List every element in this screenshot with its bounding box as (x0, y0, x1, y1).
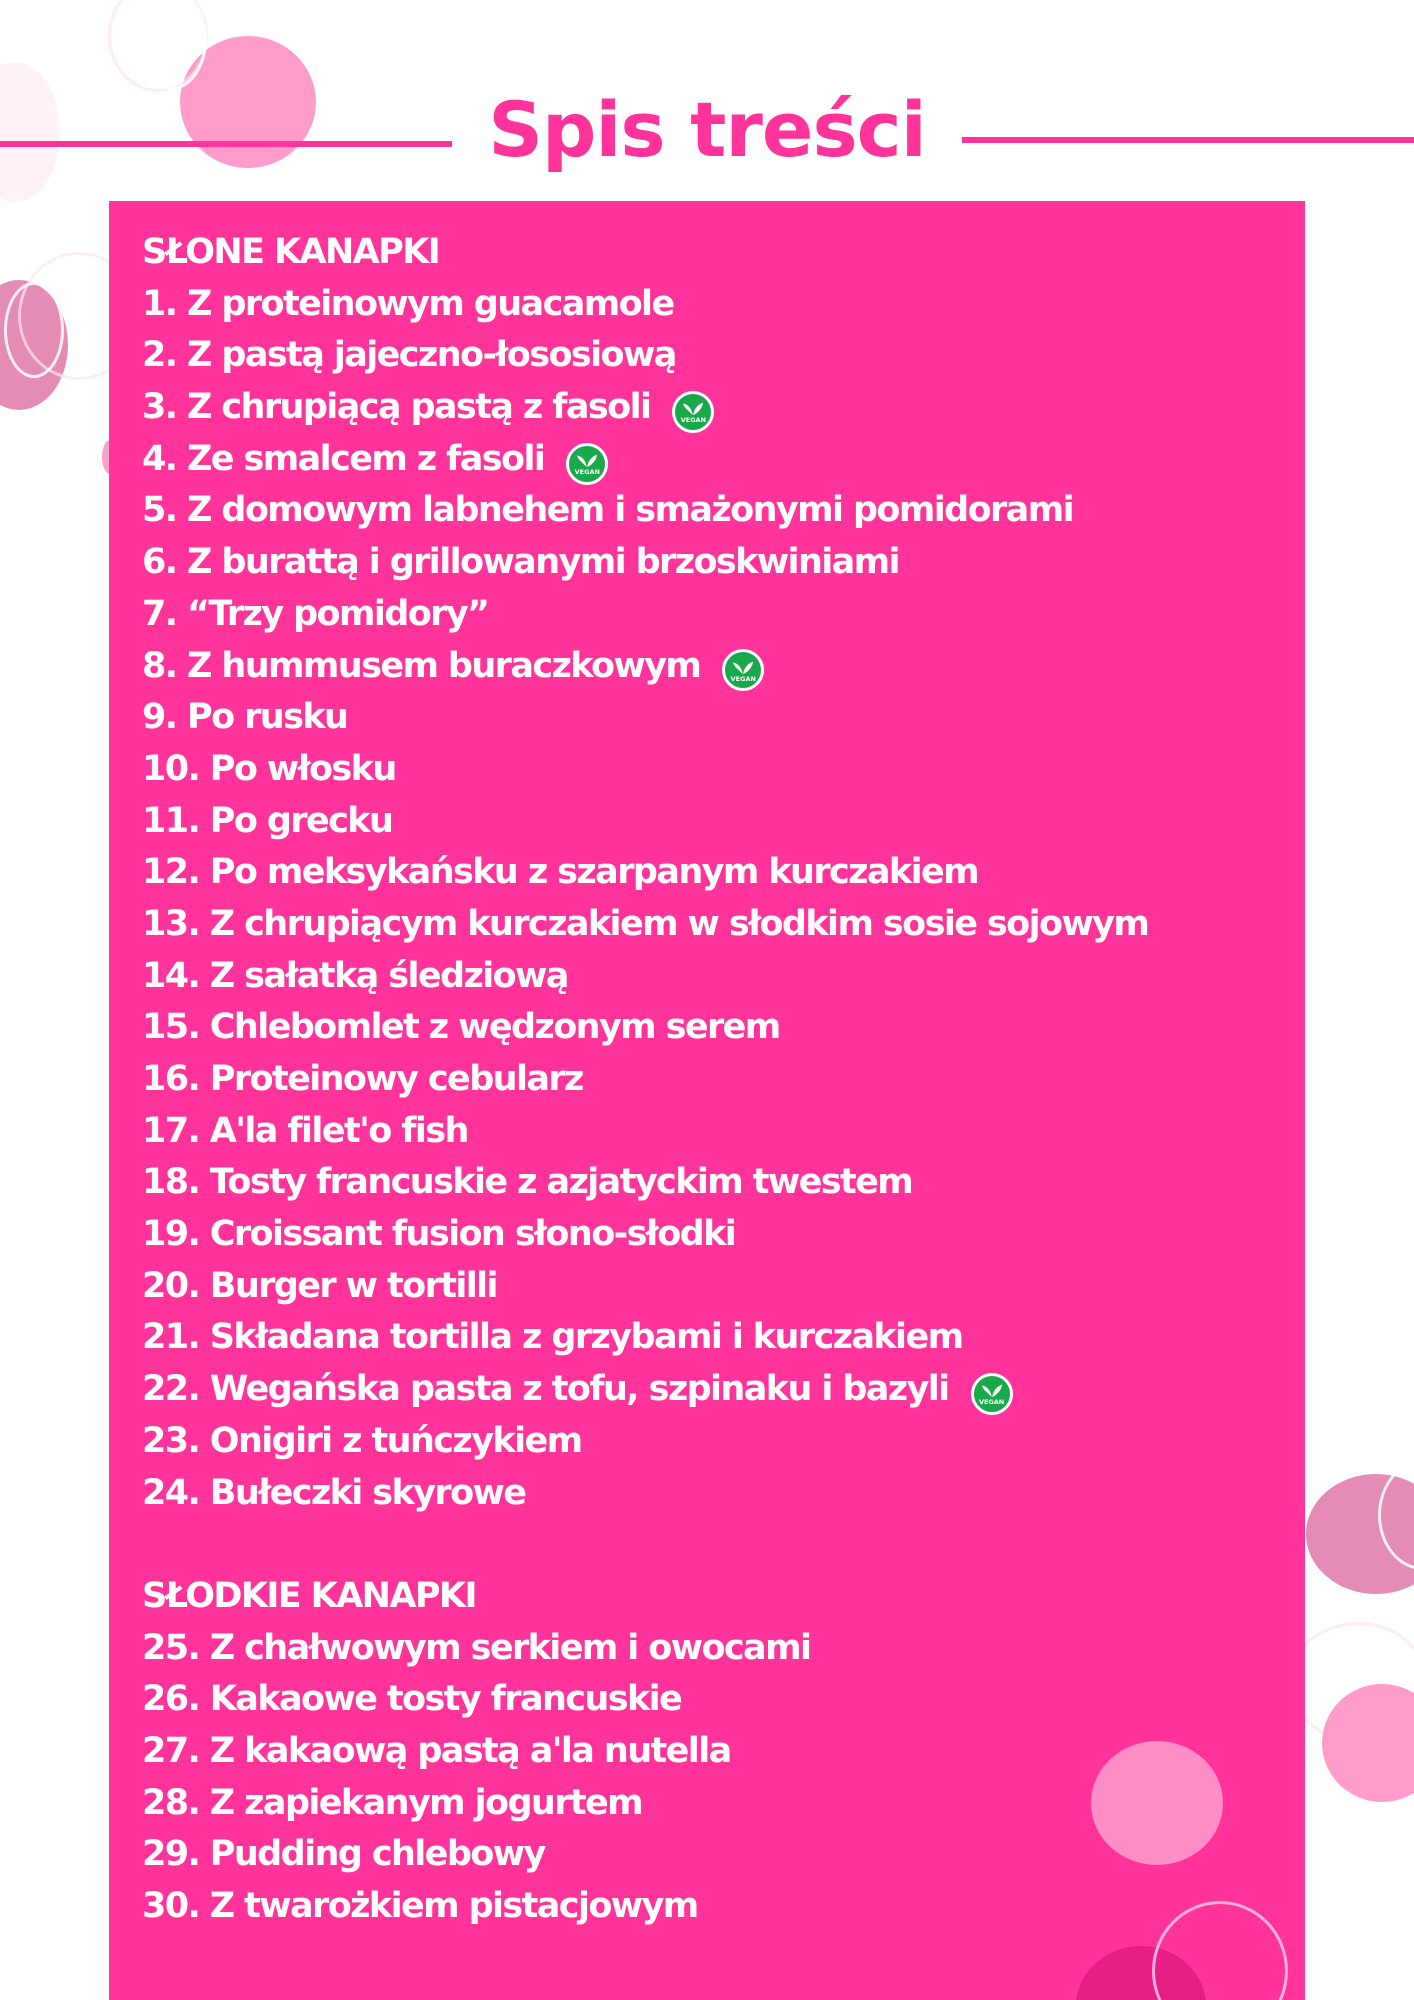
toc-entry[interactable] (142, 1261, 1148, 1313)
toc-entry-label: 19. Croissant fusion słono-słodki (142, 1214, 736, 1255)
toc-entry-label: 14. Z sałatką śledziową (142, 955, 568, 996)
toc-entry[interactable] (142, 1881, 1148, 1933)
toc-entry-label: 30. Z twarożkiem pistacjowym (142, 1886, 698, 1926)
toc-entry[interactable] (142, 1312, 1148, 1364)
toc-entry-label: 29. Pudding chlebowy (142, 1834, 545, 1875)
toc-entry-label: 11. Po grecku (142, 800, 393, 841)
toc-entry[interactable] (142, 1416, 1148, 1468)
toc-entry-label: 2. Z pastą jajeczno-łososiową (142, 335, 676, 376)
leaf-icon (732, 660, 754, 676)
toc-entry[interactable] (142, 1209, 1148, 1261)
toc-entry[interactable] (142, 1054, 1148, 1106)
toc-entry[interactable] (142, 434, 1148, 486)
toc-entry[interactable] (142, 1157, 1148, 1209)
toc-entry-label: 6. Z burattą i grillowanymi brzoskwiniami (142, 542, 899, 583)
toc-entry-label: 9. Po rusku (142, 697, 348, 738)
toc-entry[interactable] (142, 1468, 1148, 1520)
toc-entry-label: 4. Ze smalcem z fasoli (142, 438, 545, 479)
toc-entry-label: 23. Onigiri z tuńczykiem (142, 1420, 582, 1461)
toc-entry-label: 12. Po meksykańsku z szarpanym kurczakiem (142, 852, 978, 893)
toc-entry[interactable] (142, 279, 1148, 331)
toc-entry-label: 27. Z kakaową pastą a'la nutella (142, 1730, 731, 1771)
page-title-text: Spis treści (460, 85, 954, 174)
toc-entry-label: 8. Z hummusem buraczkowym (142, 645, 701, 686)
toc-entry-label: 16. Proteinowy cebularz (142, 1059, 583, 1099)
toc-entry[interactable] (142, 899, 1148, 951)
toc-entry[interactable] (142, 796, 1148, 848)
toc-entry[interactable] (142, 1623, 1148, 1675)
toc-list (142, 227, 1148, 1933)
section-spacer (142, 1519, 1148, 1571)
toc-panel (109, 201, 1305, 2000)
toc-entry-label: 18. Tosty francuskie z azjatyckim twestem (142, 1162, 913, 1203)
decor-ring-panel (1152, 1901, 1288, 2000)
toc-entry[interactable] (142, 1106, 1148, 1158)
toc-entry[interactable] (142, 692, 1148, 744)
vegan-badge (566, 443, 608, 485)
leaf-icon (682, 401, 704, 417)
leaf-icon (981, 1383, 1003, 1399)
section-heading: SŁONE KANAPKI (142, 232, 440, 272)
toc-entry[interactable] (142, 485, 1148, 537)
vegan-badge (672, 391, 714, 433)
toc-entry[interactable] (142, 1778, 1148, 1830)
toc-entry-label: 20. Burger w tortilli (142, 1265, 497, 1306)
toc-entry[interactable] (142, 1002, 1148, 1054)
toc-entry[interactable] (142, 1674, 1148, 1726)
toc-entry-label: 13. Z chrupiącym kurczakiem w słodkim sosie sojowym (142, 903, 1149, 944)
toc-entry-label: 10. Po włosku (142, 748, 396, 789)
toc-entry[interactable] (142, 382, 1148, 434)
vegan-badge (722, 649, 764, 691)
toc-entry-label: 25. Z chałwowym serkiem i owocami (142, 1627, 811, 1668)
toc-entry[interactable] (142, 847, 1148, 899)
toc-entry-label: 24. Bułeczki skyrowe (142, 1472, 526, 1513)
vegan-badge-text: VEGAN (680, 416, 707, 425)
toc-entry[interactable] (142, 744, 1148, 796)
vegan-badge-text: VEGAN (574, 468, 600, 477)
toc-entry-label: 1. Z proteinowym guacamole (142, 283, 674, 324)
toc-entry-label: 26. Kakaowe tosty francuskie (142, 1679, 682, 1720)
page-title (0, 85, 1414, 174)
toc-entry-label: 7. “Trzy pomidory” (142, 593, 489, 634)
toc-entry-label: 22. Wegańska pasta z tofu, szpinaku i bazyli (142, 1369, 949, 1410)
vegan-badge-text: VEGAN (978, 1398, 1005, 1407)
toc-entry[interactable] (142, 951, 1148, 1003)
toc-entry-label: 3. Z chrupiącą pastą z fasoli (142, 387, 651, 428)
toc-entry-label: 28. Z zapiekanym jogurtem (142, 1782, 643, 1823)
leaf-icon (576, 453, 598, 469)
section-heading: SŁODKIE KANAPKI (142, 1575, 476, 1616)
toc-entry[interactable] (142, 1726, 1148, 1778)
toc-entry[interactable] (142, 641, 1148, 693)
toc-entry-label: 21. Składana tortilla z grzybami i kurczakiem (142, 1317, 963, 1358)
toc-entry[interactable] (142, 537, 1148, 589)
toc-entry-label: 17. A'la filet'o fish (142, 1110, 468, 1151)
toc-entry[interactable] (142, 1829, 1148, 1881)
decor-ring-left-inner (4, 282, 64, 378)
vegan-badge (971, 1373, 1013, 1415)
toc-entry[interactable] (142, 330, 1148, 382)
toc-entry[interactable] (142, 1364, 1148, 1416)
toc-entry[interactable] (142, 589, 1148, 641)
vegan-badge-text: VEGAN (730, 674, 756, 683)
toc-entry-label: 5. Z domowym labnehem i smażonymi pomidorami (142, 490, 1073, 531)
toc-entry-label: 15. Chlebomlet z wędzonym serem (142, 1007, 780, 1048)
